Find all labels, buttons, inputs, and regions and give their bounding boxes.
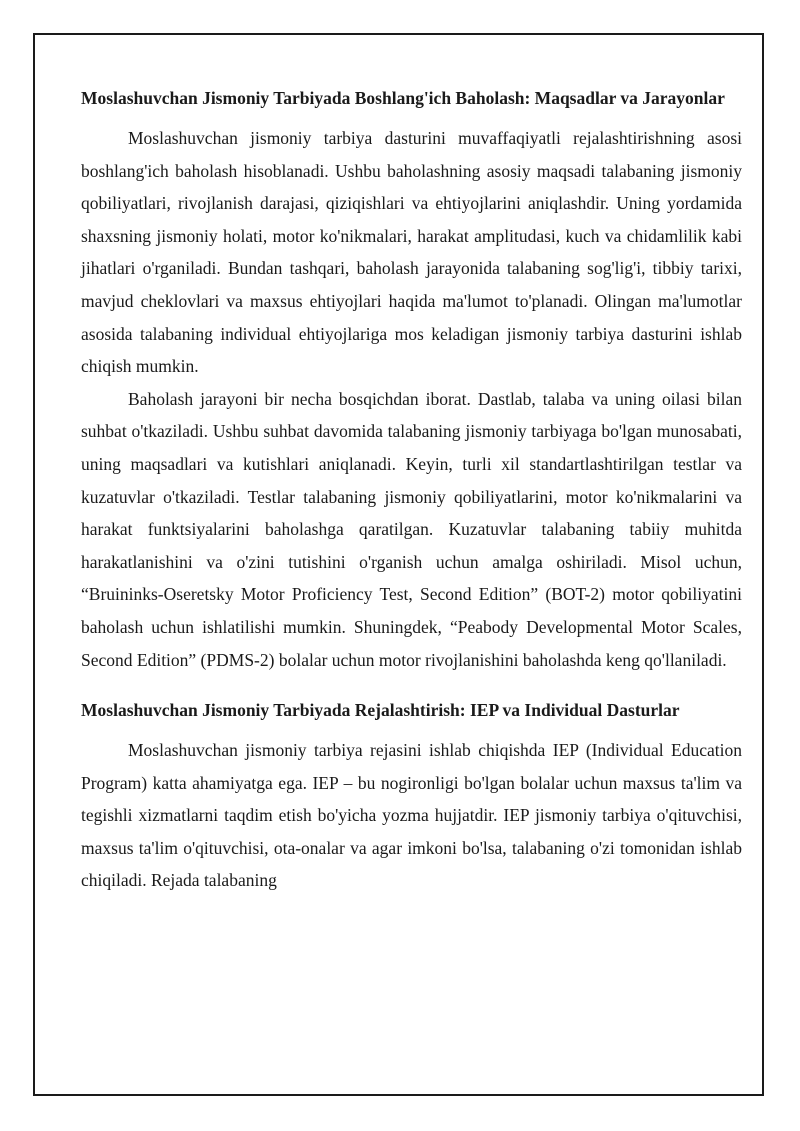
section-planning-iep	[81, 698, 742, 897]
section-heading: Moslashuvchan Jismoniy Tarbiyada Rejalashtirish: IEP va Individual Dasturlar	[81, 700, 680, 721]
section-heading: Moslashuvchan Jismoniy Tarbiyada Boshlang'ich Baholash: Maqsadlar va Jarayonlar	[81, 88, 725, 108]
document-body	[81, 86, 742, 897]
section-initial-assessment	[81, 86, 742, 676]
paragraph: Moslashuvchan jismoniy tarbiya dasturini muvaffaqiyatli rejalashtirishning asosi boshlang'ich baholash hisoblanadi. Ushbu baholashning asosiy maqsadi talabaning jismoniy qobiliyatlari, rivojlanish darajasi, qiziqishlari va ehtiyojlarini aniqlashdir. Uning yordamida shaxsning jismoniy holati, motor ko'nikmalari, harakat amplitudasi, kuch va chidamlilik kabi jihatlari o'rganiladi. Bundan tashqari, baholash jarayonida talabaning sog'lig'i, tibbiy tarixi, mavjud cheklovlari va maxsus ehtiyojlari haqida ma'lumot to'planadi. Olingan ma'lumotlar asosida talabaning individual ehtiyojlariga mos keladigan jismoniy tarbiya dasturini ishlab chiqish mumkin.	[81, 128, 742, 377]
paragraph: Moslashuvchan jismoniy tarbiya rejasini ishlab chiqishda IEP (Individual Education Program) katta ahamiyatga ega. IEP – bu nogironligi bo'lgan bolalar uchun maxsus ta'lim va tegishli xizmatlarni taqdim etish bo'yicha yozma hujjatdir. IEP jismoniy tarbiya o'qituvchisi, maxsus ta'lim o'qituvchisi, ota-onalar va agar imkoni bo'lsa, talabaning o'zi tomonidan ishlab chiqiladi. Rejada talabaning	[81, 740, 742, 891]
paragraph: Baholash jarayoni bir necha bosqichdan iborat. Dastlab, talaba va uning oilasi bilan suhbat o'tkaziladi. Ushbu suhbat davomida talabaning jismoniy tarbiyaga bo'lgan munosabati, uning maqsadlari va kutishlari aniqlanadi. Keyin, turli xil standartlashtirilgan testlar va kuzatuvlar o'tkaziladi. Testlar talabaning jismoniy qobiliyatlarini, motor ko'nikmalarini va harakat funktsiyalarini baholashga qaratilgan. Kuzatuvlar talabaning tabiiy muhitda harakatlanishini va o'zini tutishini o'rganish uchun amalga oshiriladi. Misol uchun, “Bruininks-Oseretsky Motor Proficiency Test, Second Edition” (BOT-2) motor qobiliyatini baholash uchun ishlatilishi mumkin. Shuningdek, “Peabody Developmental Motor Scales, Second Edition” (PDMS-2) bolalar uchun motor rivojlanishini baholashda keng qo'llaniladi.	[81, 388, 742, 670]
